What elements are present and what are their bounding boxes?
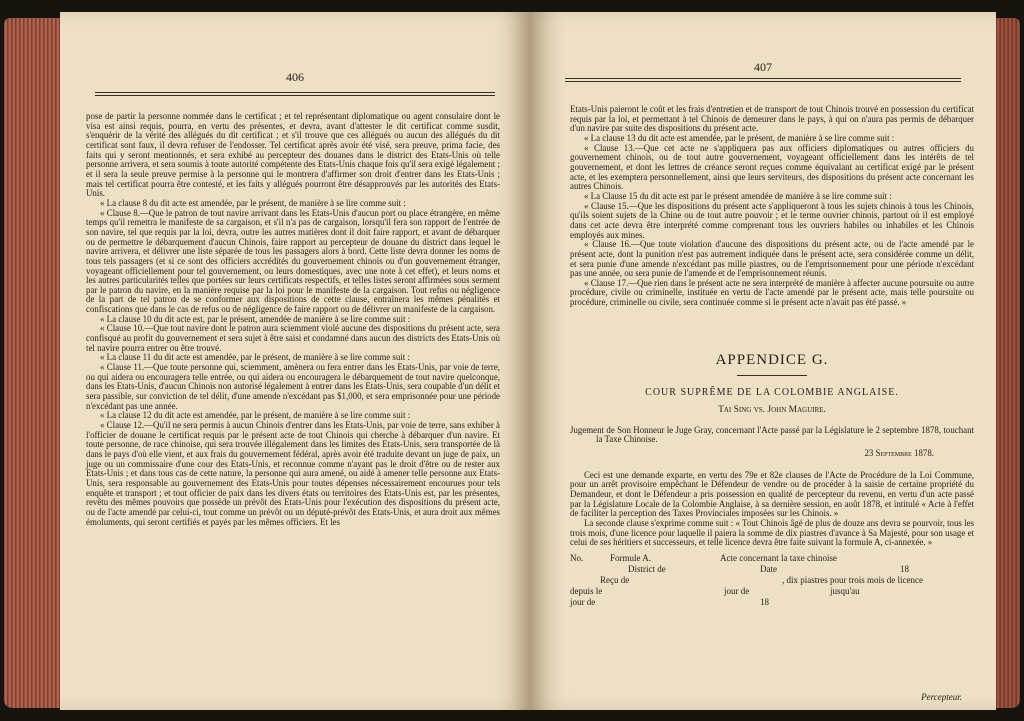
paragraph: Ceci est une demande exparte, en vertu des 79e et 82e clauses de l'Acte de Procédure de la Loi Commune, pour un arrêt provisoire empêchant le Défendeur de vendre ou de procéder à la saisie de certaine propriété du Demandeur, et dont le Défendeur a pris possession en qualité de percepteur du revenu, en vertu d'un acte passé par la Législature Locale de la Colombie Anglaise, à sa dernière session, en août 1878, et intitulé « Acte à l'effet de faciliter la perception des Taxes Provinciales imposées sur les Chinois. » xyxy=(570,469,974,519)
header-rule xyxy=(95,95,495,96)
header-rule xyxy=(565,78,961,79)
paragraph: « Clause 16.—Que toute violation d'aucune des dispositions du présent acte, ou de l'acte amendé par le présent acte, dont la punition n'est pas autrement indiquée dans le présent acte, sera considérée comme un délit, et sera punie d'une amende n'excédant pas mille piastres, ou de l'emprisonnement pour une période n'excédant pas une année, ou sera punie de l'amende et de l'emprisonnement réunis. xyxy=(570,239,974,279)
paragraph: « Clause 13.—Que cet acte ne s'appliquera pas aux officiers diplomatiques ou autres officiers du gouvernement chinois, ou de tout autre gouvernement, voyageant officiellement dans les intérêts de tel gouvernement, et dont les lettres de créance seront reçues comme équivalant au certificat exigé par le présent acte, et les exemptera personnellement, ainsi que leurs serviteurs, des dispositions du présent acte concernant les autres Chinois. xyxy=(570,142,974,192)
right-page xyxy=(530,12,996,710)
left-page xyxy=(60,12,530,710)
court-title: COUR SUPRÊME DE LA COLOMBIE ANGLAISE. xyxy=(645,387,899,399)
page-body xyxy=(570,105,974,622)
form-jusqu: jusqu'au xyxy=(830,585,860,596)
form-depuis: depuis le xyxy=(570,585,603,596)
form-year: 18 xyxy=(900,563,909,574)
form-title: Formule A. xyxy=(610,552,652,563)
paragraph: pose de partir la personne nommée dans le certificat ; et tel représentant diplomatique ou agent consulaire dont le visa est ainsi requis, pourra, en vertu des présentes, et devra, avant d'attester le dit certificat comme susdit, s'enquérir de la vérité des allégués du dit certificat ; et s'il trouve que ces allégués ou aucun des allégués du dit certificat sont faux, il devra refuser de l'endosser. Tel certificat après avoir été visé, sera preuve, prima facie, des faits qui y seront mentionnés, et sera exhibé au percepteur des douanes dans le district des Etats-Unis où telle personne arrivera, et sera soumis à toute autorité compétente des Etats-Unis chaque fois qu'il sera exigé légalement ; et il sera la seule preuve permise à la personne qui le montrera d'affirmer son droit d'entrer dans les Etats-Unis ; mais tel certificat pourra être contesté, et les faits y allégués pourront être désapprouvés par les autorités des Etats-Unis. xyxy=(86,111,500,199)
form-district: District de xyxy=(628,563,666,574)
paragraph: « Clause 8.—Que le patron de tout navire arrivant dans les Etats-Unis d'aucun port ou place étrangère, en même temps qu'il remettra le manifeste de sa cargaison, et s'il n'a pas de cargaison, lorsqu'il fera son rapport de l'entrée de son navire, tel que requis par la loi, devra, outre les autres matières dont il doit faire rapport, et avant de débarquer ou de permettre le débarquement d'aucun Chinois, faire rapport au percepteur de douane du district dans lequel le navire arrivera, et délivrer une liste séparée de tous les passagers alors à bord. Cette liste devra donner les noms de tous tels passagers (et si ce sont des officiers accrédités du gouvernement chinois ou d'un gouvernement étranger, voyageant officiellement pour tel gouvernement, ou leurs domestiques, avec une note à cet effet), et leurs noms et les autres particularités telles que portées sur leurs certificats respectifs, et telles listes seront affirmées sous serment par le patron du navire, en la manière requise par la loi pour le manifeste de la cargaison. Tout refus ou négligence de la part de tel patron de se conformer aux dispositions de cette clause, entraînera les mêmes pénalités et confiscations que dans le cas de refus ou de négligence de faire rapport ou de délivrer un manifeste de la cargaison. xyxy=(86,207,500,315)
paragraph: « La clause 12 du dit acte est amendée, par le présent, de manière à se lire comme suit : xyxy=(100,410,411,421)
form-date: Date xyxy=(760,563,777,574)
paragraph: La seconde clause s'exprime comme suit : « Tout Chinois âgé de plus de douze ans devra se pourvoir, tous les trois mois, d'une licence pour laquelle il paiera la somme de dix piastres d'avance à Sa Majesté, pour son usage et celui de ses héritiers et successeurs, et telle licence devra être faite suivant la formule A, ci-annexée. » xyxy=(570,518,974,548)
judgment-date: 23 Septembre 1878. xyxy=(864,448,934,459)
paragraph: « Clause 15.—Que les dispositions du présent acte s'appliqueront à tous les sujets chinois à tous les Chinois, qu'ils soient sujets de la Chine ou de tout autre pouvoir ; et le terme ouvrier chinois, partout où il est employé dans cet acte devra être interprété comme comprenant tous les ouvriers habiles ou inhabiles et les Chinois employés aux mines. xyxy=(570,200,974,240)
header-rule xyxy=(95,92,495,93)
case-title: Tai Sing vs. John Maguire. xyxy=(718,405,826,416)
form-jour-de-2: jour de xyxy=(570,596,596,607)
paragraph: « Clause 11.—Que toute personne qui, sciemment, amènera ou fera entrer dans les Etats-Unis, par voie de terre, ou qui aidera ou encouragera telle entrée, ou qui aidera ou encouragera le débarquement de tout navire quelconque, dans les Etats-Unis, d'aucun Chinois non autorisé légalement à entrer dans les Etats-Unis, sera coupable d'un délit et sera passible, sur conviction de tel délit, d'une amende n'excédant pas $1,000, et sera emprisonnée pour une période n'excédant pas une année. xyxy=(86,362,500,411)
form-piastres: , dix piastres pour trois mois de licence xyxy=(782,574,923,585)
form-no: No. xyxy=(570,552,584,563)
form-recu: Reçu de xyxy=(600,574,630,585)
paragraph: « Clause 12.—Qu'il ne sera permis à aucun Chinois d'entrer dans les Etats-Unis, par voie de terre, sans exhiber à l'officier de douane le certificat requis par le présent acte de tout Chinois qui cherche à débarquer d'un navire. Et toute personne, de race chinoise, qui sera trouvée illégalement dans les limites des Etats-Unis, sera transportée de là dans le pays d'où elle vient, et aux frais du gouvernement fédéral, après avoir été traduite devant un juge de paix, un juge ou un commissaire d'une cour des Etats-Unis, et reconnue comme n'ayant pas le droit d'être ou de rester aux Etats-Unis ; et dans tous cas de cette nature, la personne qui aura amené, ou aidé à amener telle personne aux Etats-Unis, sera responsable au gouvernement des Etats-Unis pour toutes dépenses nécessairement encourues pour tels enquête et transport ; et tout officier de paix dans les divers états ou territoires des Etats-Unis est, par les présentes, revêtu des mêmes pouvoirs que possède un prévôt des Etats-Unis pour l'exécution des dispositions du présent acte, ou de l'acte amendé par celui-ci, tout comme un prévôt ou un député-prévôt des Etats-Unis, et aura droit aux mêmes émoluments, qui seront certifiés et payés par les mêmes officiers. Et les xyxy=(86,420,500,527)
formula-a xyxy=(570,554,974,622)
page-edges-left xyxy=(4,18,64,708)
appendix-title: APPENDICE G. xyxy=(715,351,829,368)
page-number: 406 xyxy=(286,70,304,84)
paragraph: Etats-Unis paieront le coût et les frais d'entretien et de transport de tout Chinois trouvé en possession du certificat requis par la loi, et permettant à tel Chinois de demeurer dans le pays, à qui on n'aura pas permis de débarquer d'un navire par suite des dispositions du présent acte. xyxy=(570,104,974,134)
judgment-heading: Jugement de Son Honneur le Juge Gray, concernant l'Acte passé par la Législature le 2 septembre 1878, touchant la Taxe Chinoise. xyxy=(570,424,974,445)
paragraph: « La clause 11 du dit acte est amendée, par le présent, de manière à se lire comme suit : xyxy=(100,352,410,363)
section-rule xyxy=(737,375,807,376)
header-rule xyxy=(565,81,961,82)
paragraph: « Clause 17.—Que rien dans le présent acte ne sera interprété de manière à affecter aucune poursuite ou autre procédure, civile ou criminelle, instituée en vertu de l'acte amendé par le présent acte, mais telle poursuite ou procédure, criminelle ou civile, sera continuée comme si le présent acte n'avait pas été passé. » xyxy=(570,277,974,308)
form-act: Acte concernant la taxe chinoise xyxy=(720,552,837,563)
form-percepteur: Percepteur. xyxy=(921,692,962,702)
page-edges-right xyxy=(996,18,1020,708)
page-number: 407 xyxy=(754,60,772,74)
paragraph: « La clause 10 du dit acte est, par le présent, amendée de manière à se lire comme suit : xyxy=(100,313,411,324)
page-body xyxy=(86,112,500,527)
paragraph: « Clause 10.—Que tout navire dont le patron aura sciemment violé aucune des dispositions du présent acte, sera confisqué au profit du gouvernement et sera sujet à être saisi et condamné dans aucun des districts des Etats-Unis où tel navire pourra entrer ou être trouvé. xyxy=(86,323,500,353)
form-year-2: 18 xyxy=(760,596,769,607)
paragraph: « La clause 8 du dit acte est amendée, par le présent, de manière à se lire comme suit : xyxy=(100,197,406,208)
paragraph: « La clause 13 du dit acte est amendée, par le présent, de manière à se lire comme suit : xyxy=(584,132,895,143)
paragraph: « La Clause 15 du dit acte est par le présent amendée de manière à se lire comme suit : xyxy=(584,190,892,201)
form-jour-de: jour de xyxy=(724,585,750,596)
